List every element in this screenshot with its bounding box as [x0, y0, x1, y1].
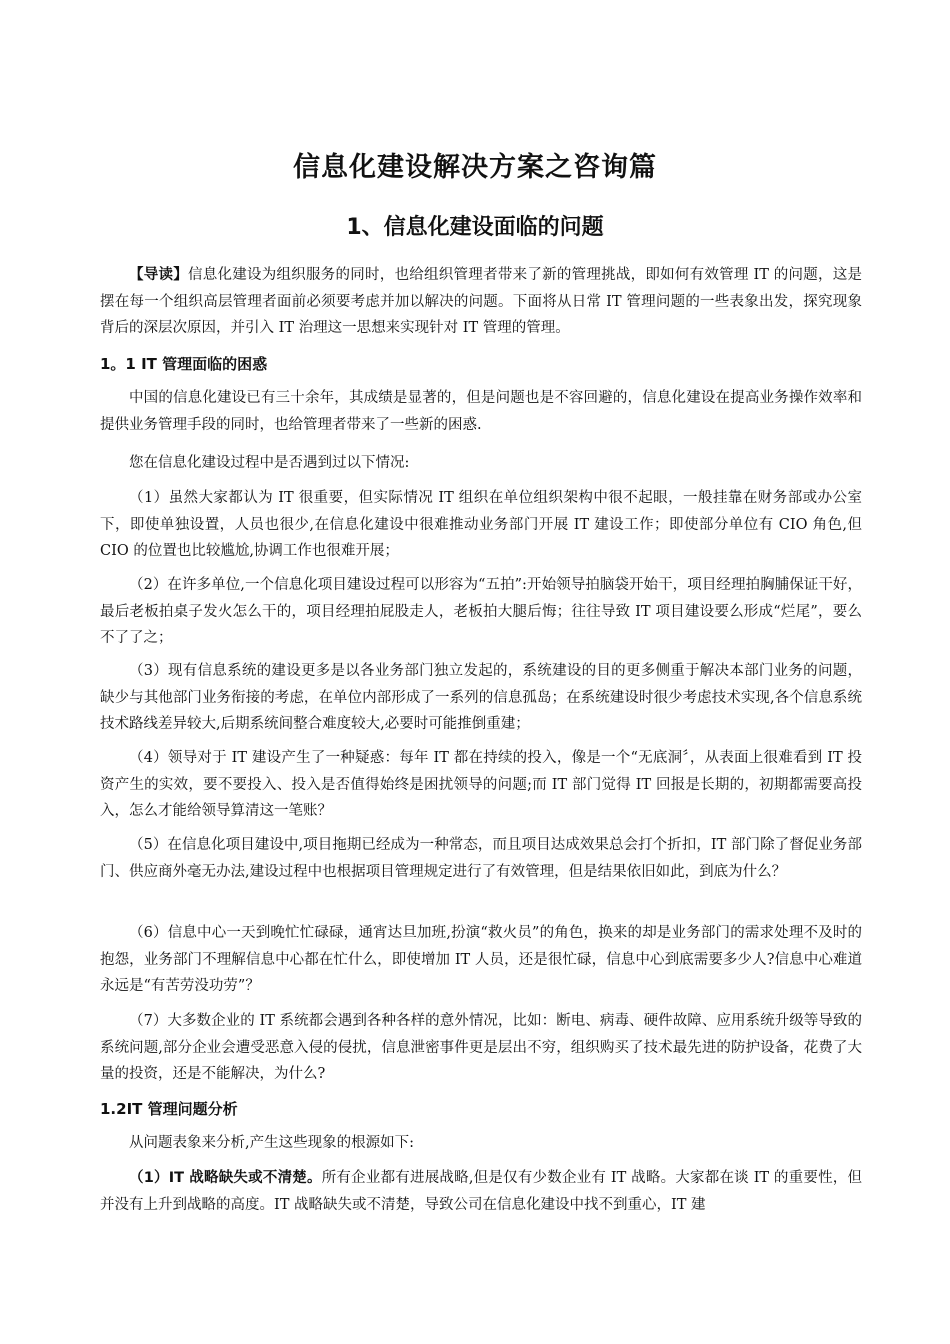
document-title: 信息化建设解决方案之咨询篇	[293, 152, 657, 183]
section-1-2-heading: 1.2IT 管理问题分析	[100, 1100, 238, 1118]
item-1-label: （1）IT 战略缺失或不清楚。	[129, 1170, 322, 1186]
list-item-5: （5）在信息化项目建设中,项目拖期已经成为一种常态，而且项目达成效果总会打个折扣，IT 部门除了督促业务部门、供应商外毫无办法,建设过程中也根据项目管理规定进行了有效管理，但是结果依旧如此，到底为什么？	[100, 837, 862, 880]
section-title: 1、信息化建设面临的问题	[346, 215, 604, 240]
section-1-2-item-1	[100, 1165, 862, 1218]
list-item-6: （6）信息中心一天到晚忙忙碌碌，通宵达旦加班,扮演“救火员”的角色，换来的却是业务部门的需求处理不及时的抱怨，业务部门不理解信息中心都在忙什么，即使增加 IT 人员，还是很忙碌，信息中心到底需要多少人?信息中心难道永远是“有苦劳没功劳”？	[100, 925, 862, 994]
intro-paragraph	[100, 262, 862, 342]
list-item-4: （4）领导对于 IT 建设产生了一种疑惑：每年 IT 都在持续的投入，像是一个“无底洞〞，从表面上很难看到 IT 投资产生的实效，要不要投入、投入是否值得始终是困扰领导的问题;而 IT 部门觉得 IT 回报是长期的，初期都需要高投入，怎么才能给领导算清这一笔账？	[100, 750, 862, 819]
list-item-2: （2）在许多单位,一个信息化项目建设过程可以形容为“五拍”:开始领导拍脑袋开始干，项目经理拍胸脯保证干好，最后老板拍桌子发火怎么干的，项目经理拍屁股走人，老板拍大腿后悔；往往导致 IT 项目建设要么形成“烂尾”，要么不了了之；	[100, 577, 862, 646]
list-item-3: （3）现有信息系统的建设更多是以各业务部门独立发起的，系统建设的目的更多侧重于解决本部门业务的问题，缺少与其他部门业务衔接的考虑，在单位内部形成了一系列的信息孤岛；在系统建设时很少考虑技术实现,各个信息系统技术路线差异较大,后期系统间整合难度较大,必要时可能推倒重建；	[100, 663, 862, 732]
section-1-1-paragraph-1: 中国的信息化建设已有三十余年，其成绩是显著的，但是问题也是不容回避的，信息化建设在提高业务操作效率和提供业务管理手段的同时，也给管理者带来了一些新的困惑.	[100, 390, 862, 433]
section-1-1-paragraph-2: 您在信息化建设过程中是否遇到过以下情况:	[129, 455, 410, 471]
section-1-2-paragraph-1: 从问题表象来分析,产生这些现象的根源如下:	[129, 1135, 414, 1151]
list-item-7: （7）大多数企业的 IT 系统都会遇到各种各样的意外情况，比如：断电、病毒、硬件故障、应用系统升级等导致的系统问题,部分企业会遭受恶意入侵的侵扰，信息泄密事件更是层出不穷，组织购买了技术最先进的防护设备，花费了大量的投资，还是不能解决，为什么?	[100, 1013, 862, 1082]
section-1-1-heading: 1。1 IT 管理面临的困惑	[100, 355, 268, 373]
item-1-text: 所有企业都有进展战略,但是仅有少数企业有 IT 战略。大家都在谈 IT 的重要性，但并没有上升到战略的高度。IT 战略缺失或不清楚，导致公司在信息化建设中找不到重心，IT 建	[100, 1170, 862, 1213]
intro-text: 信息化建设为组织服务的同时，也给组织管理者带来了新的管理挑战，即如何有效管理 IT 的问题，这是摆在每一个组织高层管理者面前必须要考虑并加以解决的问题。下面将从日常 IT 管理问题的一些表象出发，探究现象背后的深层次原因，并引入 IT 治理这一思想来实现针对 IT 管理的管理。	[100, 267, 862, 336]
intro-label: 【导读】	[129, 267, 189, 283]
list-item-1: （1）虽然大家都认为 IT 很重要，但实际情况 IT 组织在单位组织架构中很不起眼，一般挂靠在财务部或办公室下，即使单独设置，人员也很少,在信息化建设中很难推动业务部门开展 IT 建设工作；即使部分单位有 CIO 角色,但 CIO 的位置也比较尴尬,协调工作也很难开展；	[100, 490, 862, 559]
